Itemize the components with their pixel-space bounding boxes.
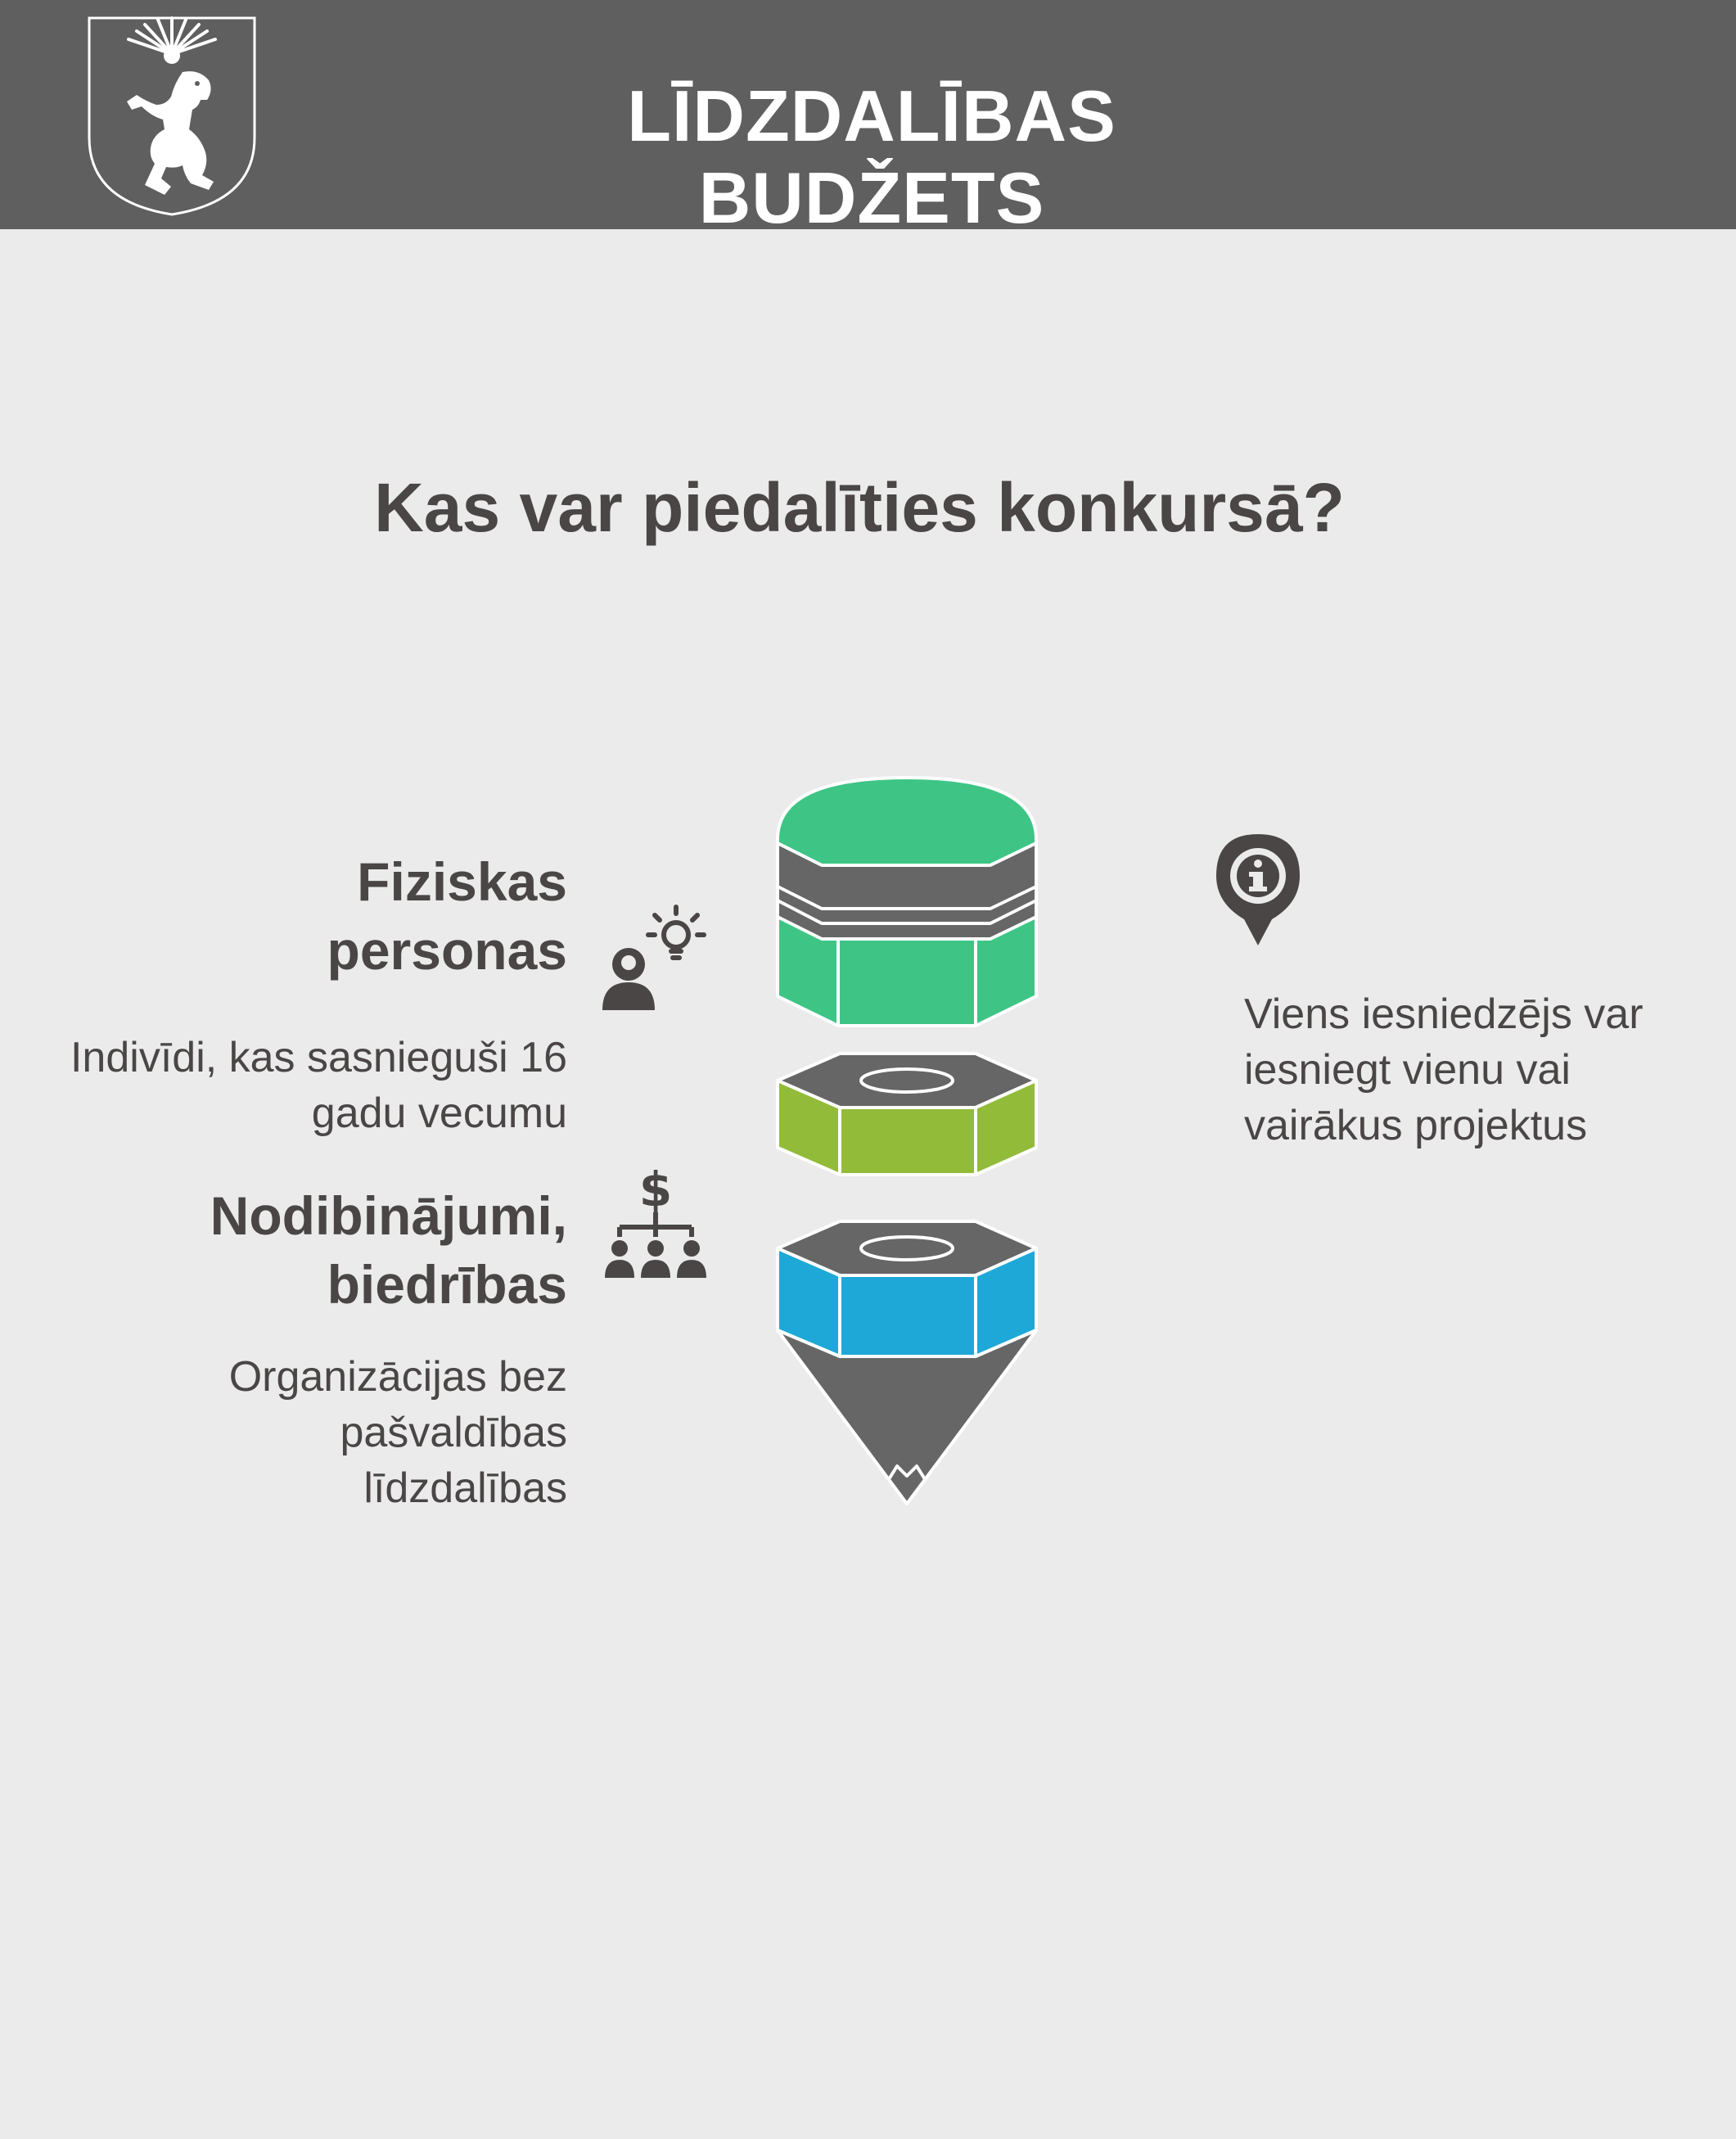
header-title: LĪDZDALĪBAS BUDŽETS — [627, 75, 1116, 238]
group-description-line: Indivīdi, kas sasnieguši 16 — [70, 1034, 567, 1081]
group-heading-individuals — [76, 847, 567, 985]
header-bar — [0, 0, 1736, 238]
side-note — [1244, 986, 1702, 1153]
coat-of-arms-bear-icon — [86, 15, 258, 218]
group-description-line: Organizācijas bez — [228, 1353, 567, 1401]
page-title: Kas var piedalīties konkursā? — [374, 469, 1345, 546]
group-description-line: pašvaldības — [340, 1409, 567, 1456]
side-note-line: vairākus projektus — [1244, 1102, 1588, 1149]
side-note-line: iesniegt vienu vai — [1244, 1046, 1571, 1094]
group-heading-line: personas — [327, 920, 567, 981]
pencil-lower-segment — [778, 1221, 1036, 1356]
group-description-individuals — [0, 1030, 567, 1141]
pencil-tip — [778, 1330, 1036, 1504]
group-description-organizations — [0, 1349, 567, 1516]
group-heading-line: Nodibinājumi, — [210, 1185, 567, 1246]
pencil-middle-segment — [778, 1054, 1036, 1175]
pencil-eraser-segment — [778, 778, 1036, 1026]
person-idea-icon — [597, 900, 712, 1015]
group-heading-line: Fiziskas — [357, 851, 567, 912]
side-note-line: Viens iesniedzējs var — [1244, 991, 1644, 1038]
pencil-diagram — [769, 765, 1048, 1514]
info-pin-icon — [1211, 831, 1305, 950]
group-description-line: līdzdalības — [363, 1464, 567, 1512]
group-heading-line: biedrības — [327, 1254, 567, 1315]
svg-text:$: $ — [638, 1167, 673, 1217]
group-description-line: gadu vecumu — [311, 1090, 567, 1137]
group-heading-organizations — [76, 1181, 567, 1319]
dollar-organization-icon — [602, 1167, 712, 1281]
